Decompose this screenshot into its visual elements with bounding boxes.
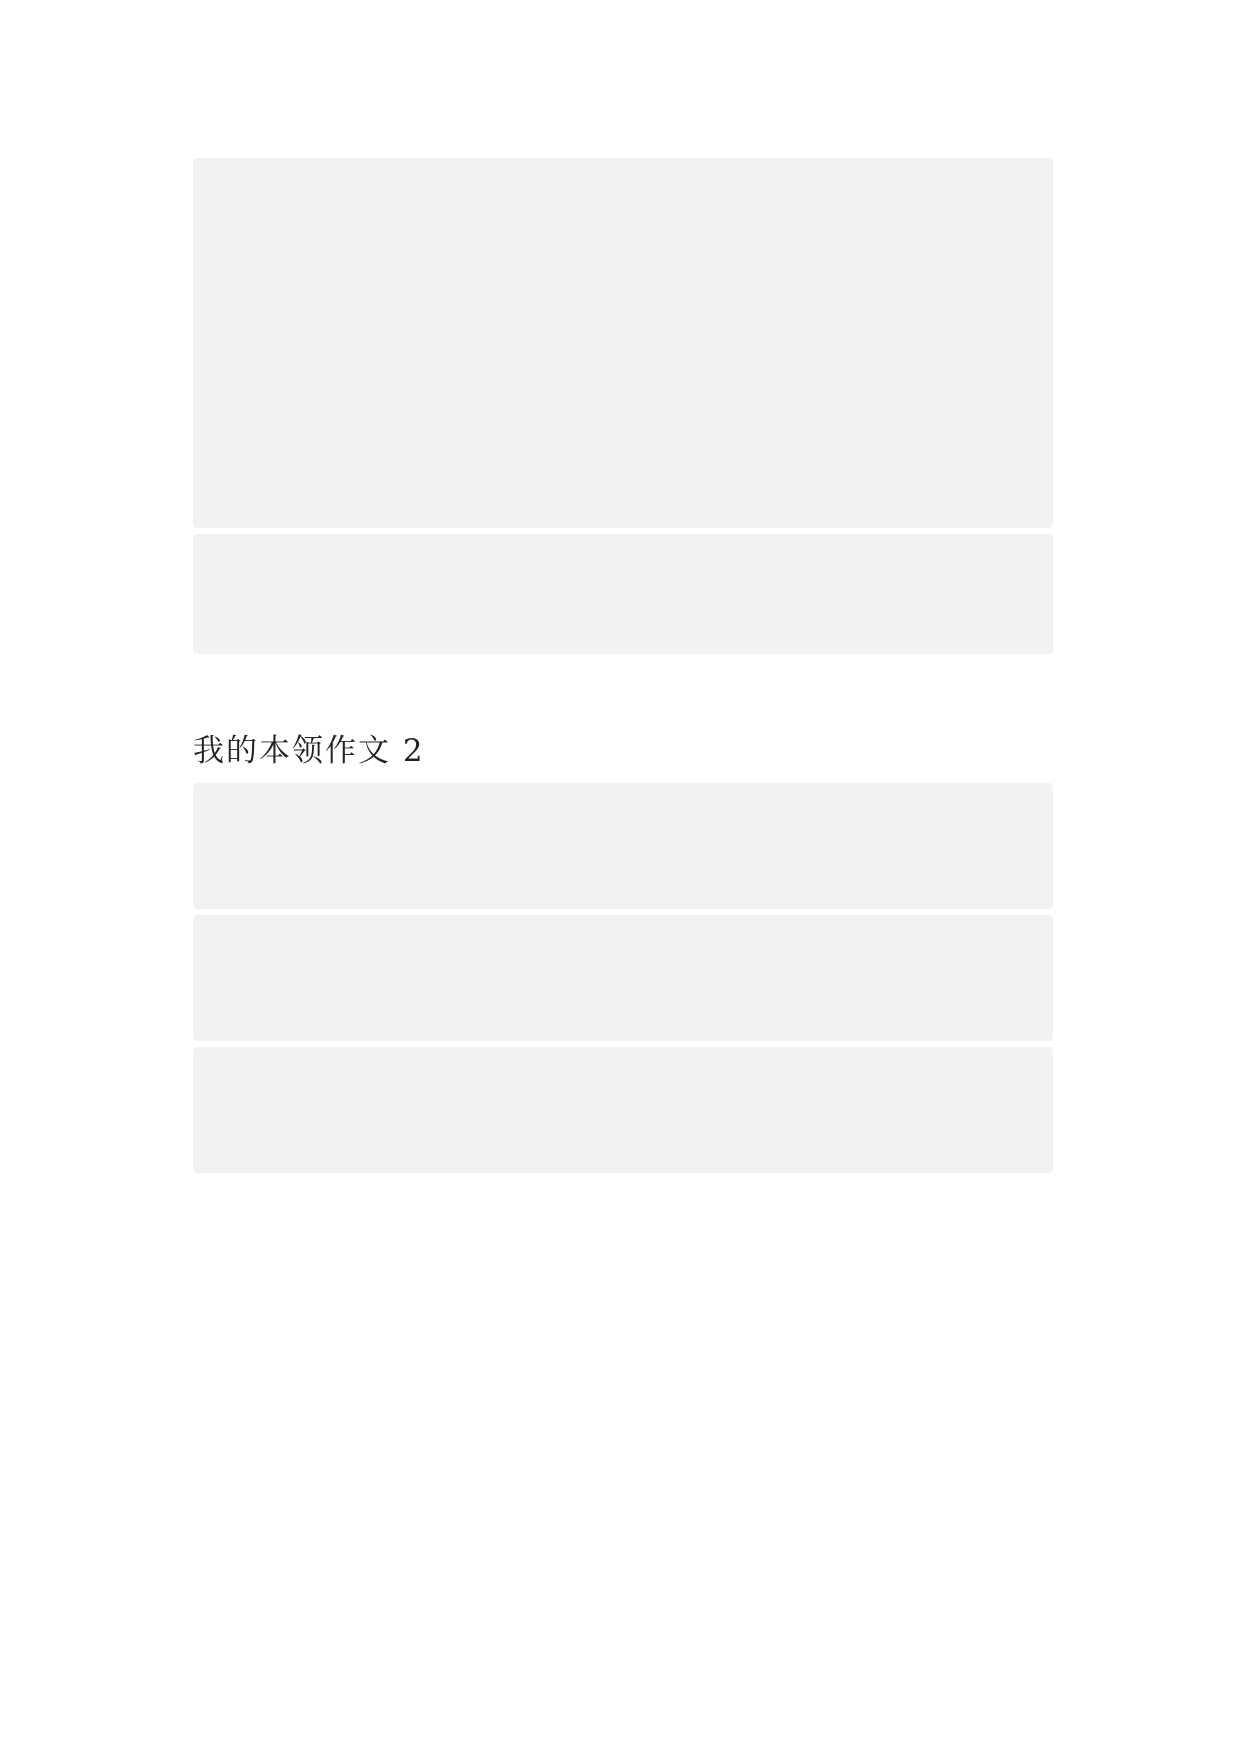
paragraph-placeholder: [193, 915, 1053, 1041]
paragraph-placeholder: [193, 158, 1053, 528]
paragraph-placeholder: [193, 534, 1053, 654]
section-gap: [193, 660, 1053, 720]
paragraph-placeholder: [193, 783, 1053, 909]
paragraph-placeholder: [193, 1047, 1053, 1173]
essay-body: [193, 158, 1053, 1179]
essay-heading: 我的本领作文 2: [193, 733, 425, 769]
